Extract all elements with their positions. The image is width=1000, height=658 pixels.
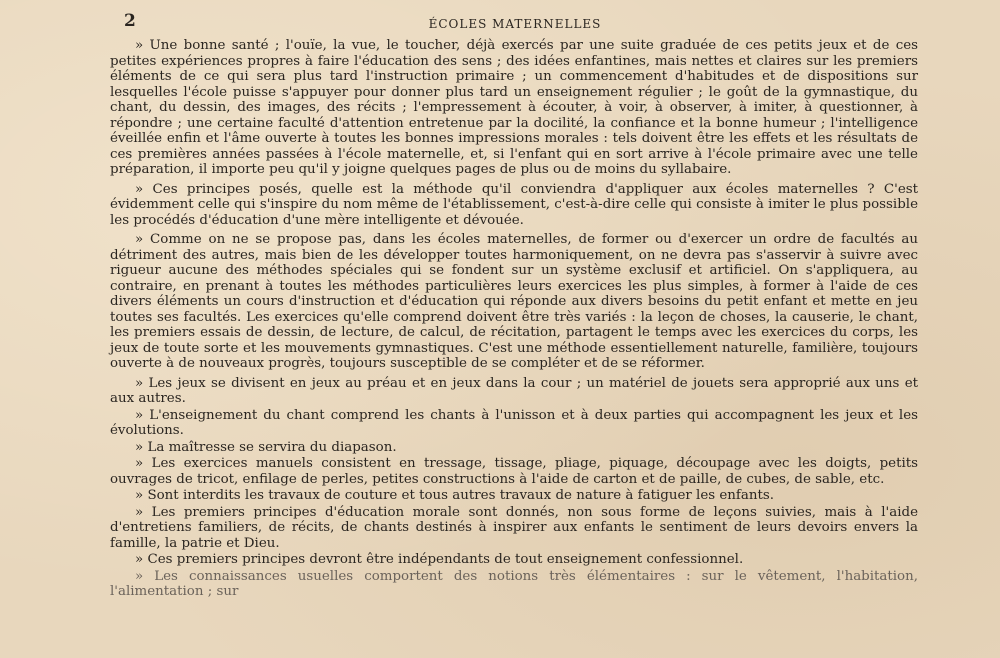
paragraph-moral-education: » Les premiers principes d'éducation morale sont donnés, non sous forme de leçons suivies, mais à l'aide d'entretiens familiers, de récits, de chants destinés à inspirer aux enfants le sentiment de leurs devoirs envers la famille, la patrie et Dieu. — [110, 504, 918, 551]
paragraph-method: » Ces principes posés, quelle est la méthode qu'il conviendra d'appliquer aux écoles maternelles ? C'est évidemment celle qui s'inspire du nom même de l'établissement, c'est-à-dire celle qui consiste à imiter le plus possible les procédés d'éducation d'une mère intelligente et dévouée. — [110, 181, 918, 228]
paragraph-singing: » L'enseignement du chant comprend les chants à l'unisson et à deux parties qui accompagnent les jeux et les évolutions. — [110, 407, 918, 438]
paragraph-manual-exercises: » Les exercices manuels consistent en tressage, tissage, pliage, piquage, découpage avec les doigts, petits ouvrages de tricot, enfilage de perles, petites constructions à l'aide de carton et de paille, de cubes, de sable, etc. — [110, 456, 918, 487]
page-number: 2 — [124, 11, 137, 31]
paragraph-harmonious-development: » Comme on ne se propose pas, dans les écoles maternelles, de former ou d'exercer un ordre de facultés au détriment des autres, mais bien de les développer toutes harmoniquement, on ne devra pas s'asservir à suivre avec rigueur aucune des méthodes spéciales qui se fondent sur un système exclusif et artificiel. On s'appliquera, au contraire, en prenant à toutes les méthodes particulières leurs exercices les plus simples, à former à l'aide de ces divers éléments un cours d'instruction et d'éducation qui réponde aux divers besoins du petit enfant et mette en jeu toutes ses facultés. Les exercices qu'elle comprend doivent être très variés : la leçon de choses, la causerie, le chant, les premiers essais de dessin, de lecture, de calcul, de récitation, partagent le temps avec les exercices du corps, les jeux de toute sorte et les mouvements gymnastiques. C'est une méthode essentiellement naturelle, familière, toujours ouverte à de nouveaux progrès, toujours susceptible de se compléter et de se réformer. — [110, 232, 918, 371]
body-text — [110, 38, 918, 601]
paragraph-games: » Les jeux se divisent en jeux au préau et en jeux dans la cour ; un matériel de jouets sera approprié aux uns et aux autres. — [110, 375, 918, 406]
paragraph-non-confessional: » Ces premiers principes devront être indépendants de tout enseignement confessionnel. — [135, 552, 744, 567]
paragraph-tuning-fork: » La maîtresse se servira du diapason. — [135, 439, 397, 455]
paragraph-good-health: » Une bonne santé ; l'ouïe, la vue, le toucher, déjà exercés par une suite graduée de ces petits jeux et de ces petites expériences propres à faire l'éducation des sens ; des idées enfantines, mais nettes et claires sur les premiers éléments de ce qui sera plus tard l'instruction primaire ; un commencement d'habitudes et de dispositions sur lesquelles l'école puisse s'appuyer pour donner plus tard un enseignement régulier ; le goût de la gymnastique, du chant, du dessin, des images, des récits ; l'empressement à écouter, à voir, à observer, à imiter, à questionner, à répondre ; une certaine faculté d'attention entretenue par la docilité, la confiance et la bonne humeur ; l'intelligence éveillée enfin et l'âme ouverte à toutes les bonnes impressions morales : tels doivent être les effets et les résultats de ces premières années passées à l'école maternelle, et, si l'enfant qui en sort arrive à l'école primaire avec une telle préparation, il importe peu qu'il y joigne quelques pages de plus ou de moins du syllabaire. — [110, 38, 918, 177]
paragraph-forbidden-work: » Sont interdits les travaux de couture et tous autres travaux de nature à fatiguer les enfants. — [135, 488, 775, 503]
paragraph-usual-knowledge: » Les connaissances usuelles comportent des notions très élémentaires : sur le vêtement, l'habitation, l'alimentation ; sur — [110, 568, 918, 599]
running-head: ÉCOLES MATERNELLES — [428, 17, 602, 31]
